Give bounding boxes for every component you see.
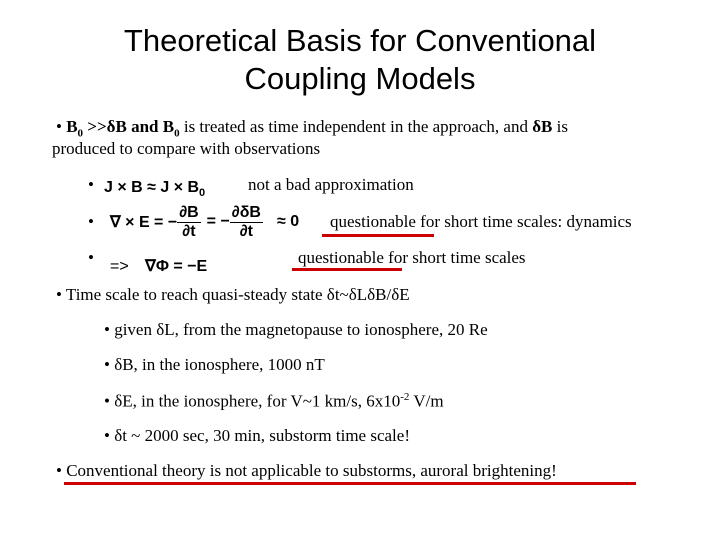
eq3-note: questionable for short time scales <box>298 248 526 267</box>
intro-relation: >>δB and <box>83 117 163 136</box>
eq3-formula: => ∇Φ = −E <box>110 258 208 275</box>
title-line-1: Theoretical Basis for Conventional <box>123 23 597 58</box>
eq2-formula: ∇ × E = − $\frac{\partial B}{\partial t}$ = − $\frac{\partial\delta B}{\partial t}$ ≈ 0 <box>110 203 300 240</box>
bullet: • <box>56 117 62 136</box>
subitem-dB: • δB, in the ionosphere, 1000 nT <box>104 355 325 374</box>
implies-arrow: => <box>110 258 129 275</box>
eq1-formula: $J \times B \approx J \times B_0$ <box>104 179 206 200</box>
b0-symbol: $B_0$ <box>66 117 84 140</box>
conclusion-underline <box>64 482 636 485</box>
eq2-bullet: • <box>88 212 94 231</box>
intro-text-a: is treated as time independent in the approach, and <box>179 117 533 136</box>
intro-line-1 <box>56 117 568 139</box>
intro-line-2: produced to compare with observations <box>52 139 321 158</box>
eq3-underline <box>292 268 402 271</box>
slide-title <box>0 22 720 98</box>
conclusion: • Conventional theory is not applicable to substorms, auroral brightening! <box>56 461 557 480</box>
eq2-note: questionable for short time scales: dynamics <box>330 212 632 231</box>
eq1-note: not a bad approximation <box>248 175 414 194</box>
subitem-dE: • δE, in the ionosphere, for V~1 km/s, $6x10^{-2}$ V/m <box>104 391 444 411</box>
eq1-bullet: • <box>88 175 94 194</box>
fraction-dB-dt: $\frac{\partial B}{\partial t}$ <box>179 203 199 240</box>
b0-symbol-2: $B_0$ <box>162 117 180 140</box>
eq3-bullet: • <box>88 248 94 267</box>
delta-b: δB <box>532 117 553 136</box>
fraction-ddB-dt: $\frac{\partial\delta B}{\partial t}$ <box>231 203 261 240</box>
subitem-dt: • δt ~ 2000 sec, 30 min, substorm time scale! <box>104 426 410 445</box>
timescale-heading: • Time scale to reach quasi-steady state δt~δLδB/δE <box>56 285 410 304</box>
intro-text-b: is <box>552 117 568 136</box>
title-line-2: Coupling Models <box>244 61 476 96</box>
subitem-dL: • given δL, from the magnetopause to ionosphere, 20 Re <box>104 320 488 339</box>
eq2-underline <box>322 234 434 237</box>
